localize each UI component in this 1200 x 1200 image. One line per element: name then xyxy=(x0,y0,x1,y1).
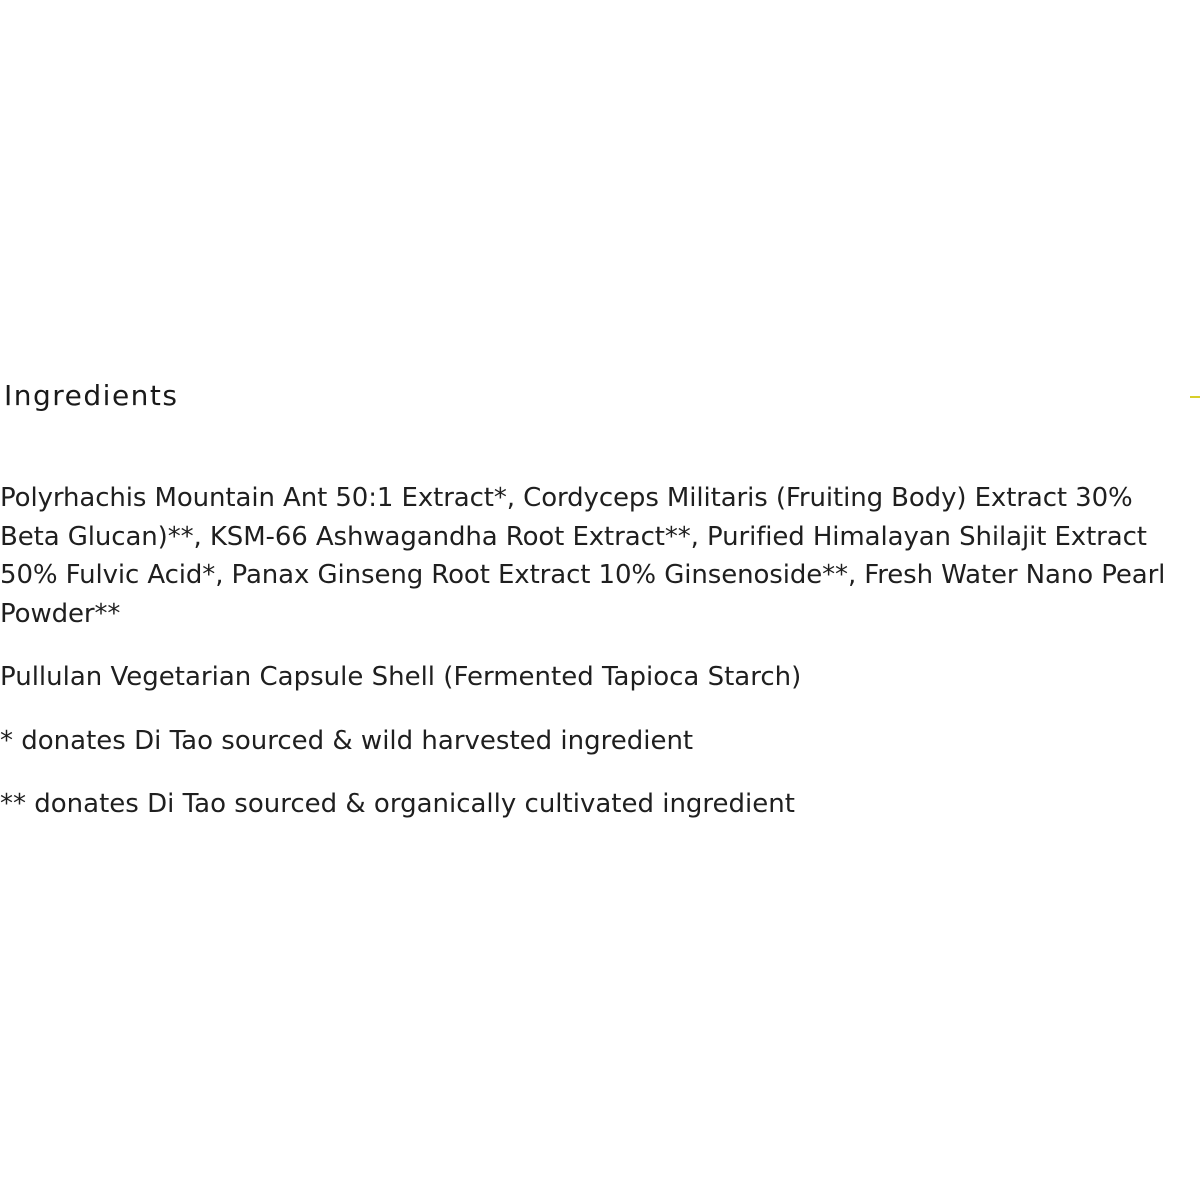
ingredients-accordion-body xyxy=(0,432,1200,824)
minus-icon[interactable] xyxy=(1188,384,1200,408)
ingredients-accordion xyxy=(0,360,1200,849)
ingredients-list-text: Polyrhachis Mountain Ant 50:1 Extract*, Cordyceps Militaris (Fruiting Body) Extract 30% Beta Glucan)**, KSM-66 Ashwagandha Root Extract**, Purified Himalayan Shilajit Extract 50% Fulvic Acid*, Panax Ginseng Root Extract 10% Ginsenoside**, Fresh Water Nano Pearl Powder** xyxy=(0,483,1166,629)
capsule-shell-text: Pullulan Vegetarian Capsule Shell (Fermented Tapioca Starch) xyxy=(0,662,802,692)
minus-icon-bar xyxy=(1190,396,1200,398)
wild-harvested-footnote: * donates Di Tao sourced & wild harvested ingredient xyxy=(0,725,694,756)
ingredients-title: Ingredients xyxy=(4,379,179,412)
ingredients-accordion-header[interactable] xyxy=(0,360,1200,432)
organically-cultivated-footnote: ** donates Di Tao sourced & organically cultivated ingredient xyxy=(0,789,795,819)
